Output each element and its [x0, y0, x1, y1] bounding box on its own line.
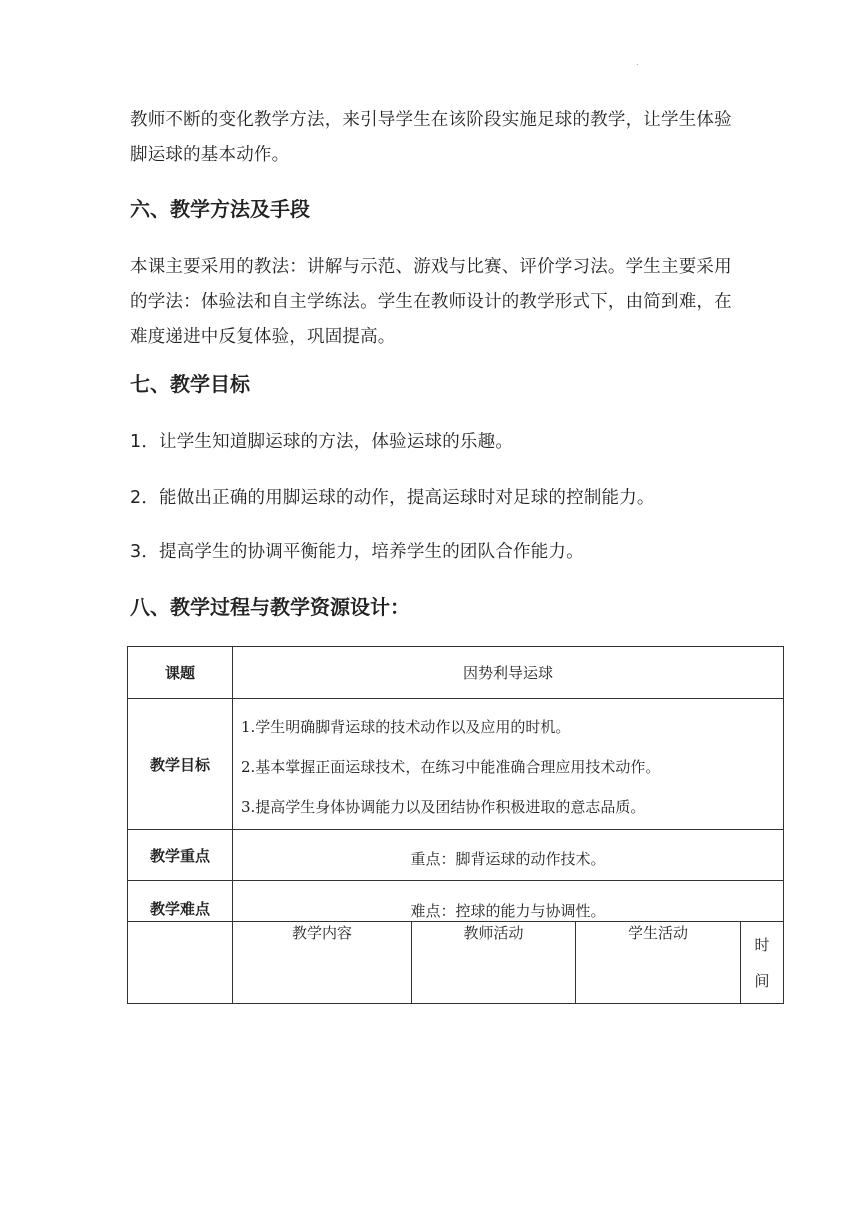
table-row: [128, 647, 784, 699]
column-header-time: [741, 922, 784, 1004]
table-goal-2: 2.基本掌握正面运球技术，在练习中能准确合理应用技术动作。: [241, 758, 661, 776]
table-row: [128, 699, 784, 830]
section8-heading: 八、教学过程与教学资源设计：: [130, 595, 410, 619]
section7-heading: 七、教学目标: [130, 372, 250, 396]
time-char-top: 时: [754, 935, 770, 954]
empty-cell: [128, 922, 233, 1004]
difficulty-label: 教学难点: [128, 881, 233, 922]
time-char-bottom: 间: [754, 971, 770, 990]
goal-item-1: 1．让学生知道脚运球的方法，体验运球的乐趣。: [130, 432, 514, 452]
key-value: 重点：脚背运球的动作技术。: [233, 830, 784, 881]
lesson-plan-table: [127, 646, 784, 1004]
goals-label: 教学目标: [128, 699, 233, 830]
paragraph-continued: 教师不断的变化教学方法，来引导学生在该阶段实施足球的教学，让学生体验脚运球的基本动作。: [130, 110, 732, 165]
goal-item-3: 3．提高学生的协调平衡能力，培养学生的团队合作能力。: [130, 542, 584, 562]
topic-label: 课题: [128, 647, 233, 699]
difficulty-value: 难点：控球的能力与协调性。: [233, 881, 784, 922]
table-goal-1: 1.学生明确脚背运球的技术动作以及应用的时机。: [241, 718, 571, 736]
column-header-content: 教学内容: [233, 922, 412, 1004]
section6-body: 本课主要采用的教法：讲解与示范、游戏与比赛、评价学习法。学生主要采用的学法：体验法和自主学练法。学生在教师设计的教学形式下，由简到难，在难度递进中反复体验，巩固提高。: [130, 257, 732, 347]
table-row: [128, 830, 784, 881]
key-label: 教学重点: [128, 830, 233, 881]
table-row: [128, 881, 784, 922]
section6-heading: 六、教学方法及手段: [130, 197, 310, 221]
column-header-teacher: 教师活动: [412, 922, 576, 1004]
table-row: [128, 922, 784, 1004]
topic-value: 因势利导运球: [233, 647, 784, 699]
column-header-student: 学生活动: [576, 922, 741, 1004]
goals-cell: [233, 699, 784, 830]
goal-item-2: 2．能做出正确的用脚运球的动作，提高运球时对足球的控制能力。: [130, 488, 655, 508]
page-marker: .: [636, 58, 639, 67]
table-goal-3: 3.提高学生身体协调能力以及团结协作积极进取的意志品质。: [241, 798, 646, 816]
